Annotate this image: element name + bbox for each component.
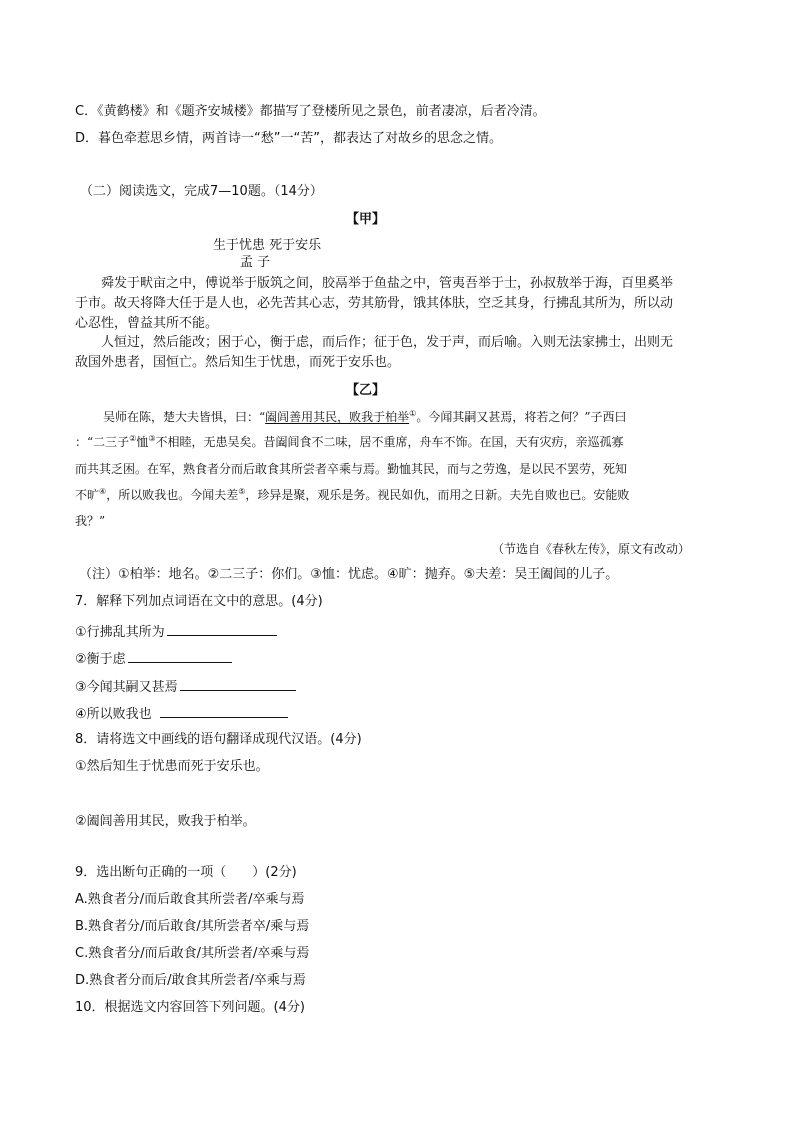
q9-stem: 9．选出断句正确的一项（ ）(2分) — [75, 865, 297, 880]
jia-line-4: 人恒过，然后能改；困于心，衡于虑，而后作；征于色，发于声，而后喻。入则无法家拂士，出则无 — [101, 335, 674, 350]
jia-title: 生于忧患 死于安乐 — [213, 238, 322, 253]
q8-item-1: ①然后知生于忧患而死于安乐也。 — [75, 759, 269, 774]
option-d: D．暮色牵惹思乡情，两首诗一“愁”一“苦”，都表达了对故乡的思念之情。 — [75, 131, 502, 146]
q9-option-d: D.熟食者分而后/敢食其所尝者/卒乘与焉 — [75, 973, 306, 988]
answer-blank[interactable] — [167, 621, 277, 636]
q7-item-3: ③今闻其嗣又甚焉 — [75, 676, 296, 697]
q7-stem: 7．解释下列加点词语在文中的意思。(4分) — [75, 594, 323, 609]
yi-line-1: 吴师在陈，楚大夫皆惧，曰：“阖闾善用其民，败我于柏举①。今闻其嗣又甚焉，将若之何？”子西曰 — [103, 409, 627, 424]
jia-line-3: 心忍性，曾益其所不能。 — [75, 316, 219, 331]
q7-item-2: ②衡于虑 — [75, 648, 232, 669]
yi-line-5: 我？” — [75, 514, 106, 528]
jia-line-1: 舜发于畎亩之中，傅说举于版筑之间，胶鬲举于鱼盐之中，管夷吾举于士，孙叔敖举于海，百里奚举 — [101, 276, 674, 291]
q9-option-a: A.熟食者分/而后敢食其所尝者/卒乘与焉 — [75, 892, 305, 907]
q7-item-4: ④所以败我也 — [75, 703, 288, 724]
q9-option-b: B.熟食者分/而后敢食/其所尝者卒/乘与焉 — [75, 919, 310, 934]
jia-author: 孟 子 — [240, 255, 271, 270]
jia-label: 【甲】 — [346, 212, 386, 227]
option-c: C．《黄鹤楼》和《题齐安城楼》都描写了登楼所见之景色，前者凄凉，后者冷清。 — [75, 104, 546, 119]
jia-line-2: 于市。故天将降大任于是人也，必先苦其心志，劳其筋骨，饿其体肤，空乏其身，行拂乱其所为，所以动 — [75, 296, 674, 311]
answer-blank[interactable] — [128, 648, 232, 663]
yi-line-3: 而共其乏困。在军，熟食者分而后敢食其所尝者卒乘与焉。勤恤其民，而与之劳逸，是以民不罢劳，死知 — [75, 462, 628, 476]
yi-line-2: ：“二三子②恤③不相睦，无患吴矣。昔阖闾食不二味，居不重席，舟车不饰。在国，天有灾疠，亲巡孤寡 — [75, 434, 624, 449]
section-heading: （二）阅读选文，完成7—10题。（14分） — [80, 184, 323, 199]
yi-label: 【乙】 — [346, 383, 386, 398]
q9-option-c: C.熟食者分/而后敢食/其所尝者/卒乘与焉 — [75, 946, 310, 961]
jia-line-5: 敌国外患者，国恒亡。然后知生于忧患，而死于安乐也。 — [75, 355, 401, 370]
answer-blank[interactable] — [180, 676, 296, 691]
q10-stem: 10．根据选文内容回答下列问题。(4分) — [75, 1000, 305, 1015]
yi-line-4: 不旷④，所以败我也。今闻夫差⑤，珍异是聚，观乐是务。视民如仇，而用之日新。夫先自败也已。安能败 — [75, 487, 630, 502]
yi-source: （节选自《春秋左传》，原文有改动） — [492, 542, 691, 556]
q8-stem: 8．请将选文中画线的语句翻译成现代汉语。(4分) — [75, 732, 362, 747]
note: （注）①柏举：地名。②二三子：你们。③恤：忧虑。④旷：抛弃。⑤夫差：吴王阖闾的儿子。 — [79, 567, 619, 582]
underlined-sentence: 阖闾善用其民，败我于柏举 — [265, 410, 410, 424]
answer-blank[interactable] — [160, 703, 288, 718]
q7-item-1: ①行拂乱其所为 — [75, 621, 277, 642]
q8-item-2: ②阖闾善用其民，败我于柏举。 — [75, 814, 256, 829]
